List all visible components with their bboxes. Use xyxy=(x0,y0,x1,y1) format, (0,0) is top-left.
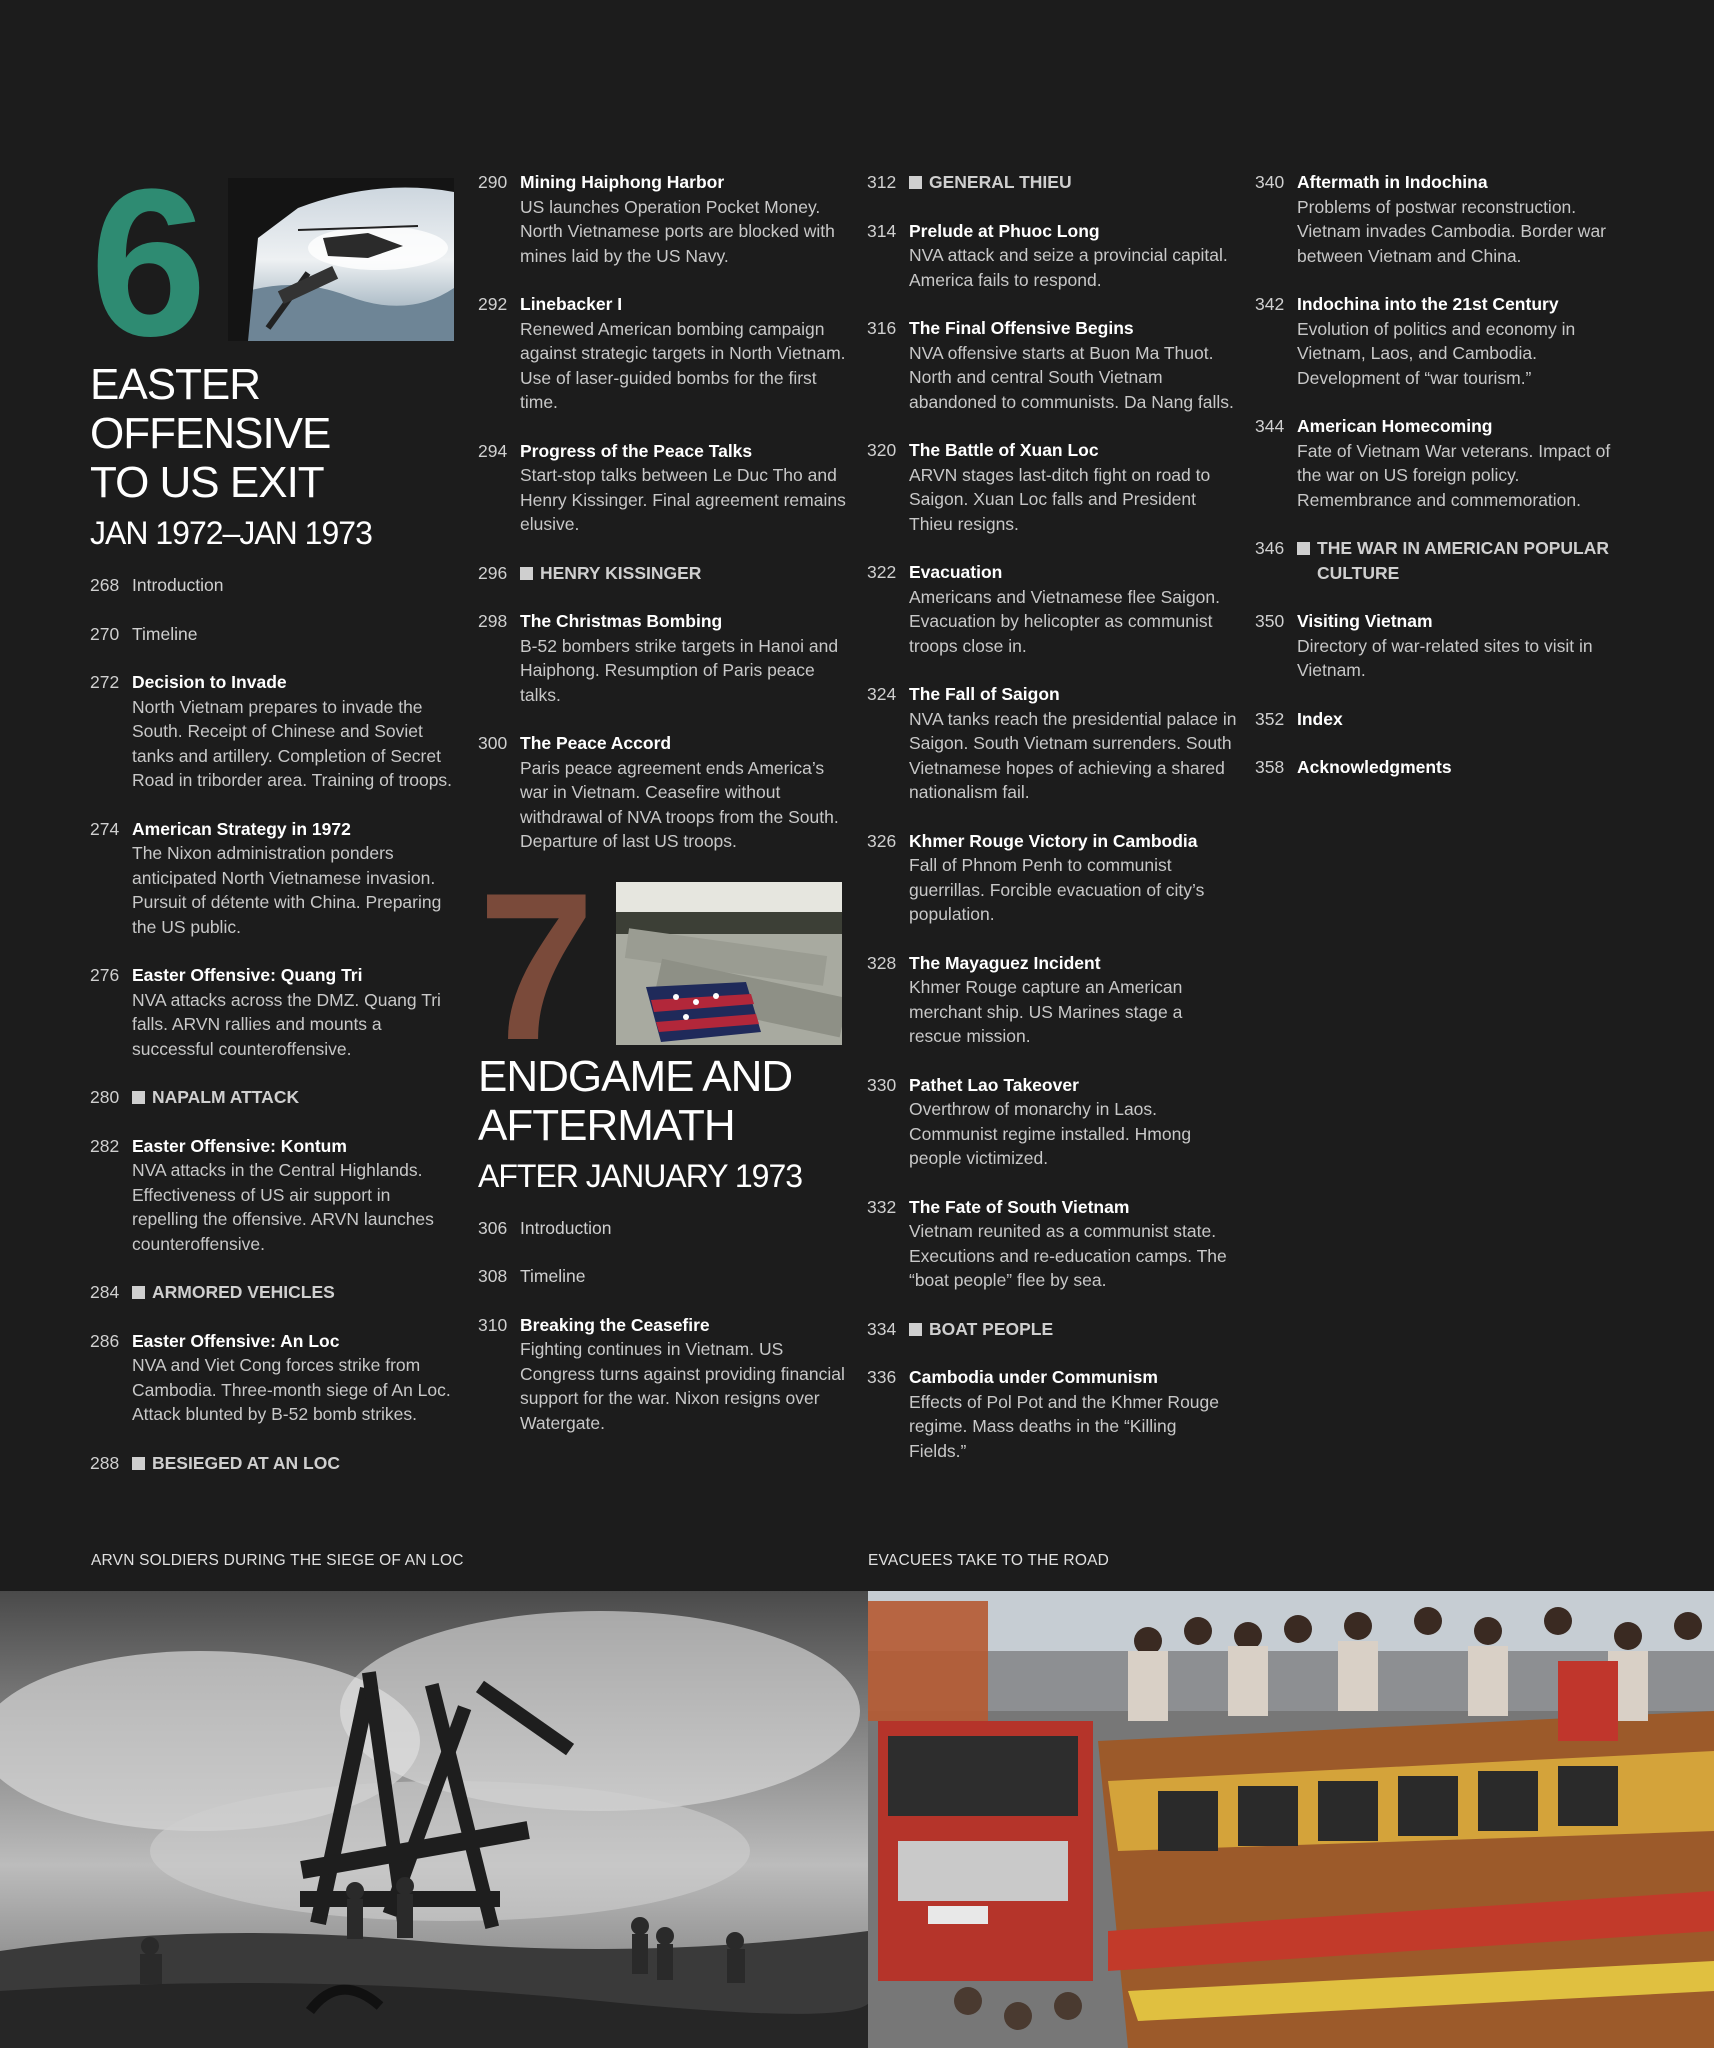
feature-title-text: BESIEGED AT AN LOC xyxy=(152,1452,340,1473)
entry-title: Evacuation xyxy=(909,562,1003,582)
feature-title-text: ARMORED VEHICLES xyxy=(152,1282,335,1302)
toc-entry[interactable] xyxy=(478,292,848,415)
page-number: 292 xyxy=(478,294,508,314)
square-bullet-icon xyxy=(909,1323,922,1336)
entry-title: Easter Offensive: An Loc xyxy=(132,1330,340,1351)
page-number: 328 xyxy=(867,952,897,973)
toc-entry[interactable] xyxy=(90,1280,460,1305)
entry-description: ARVN stages last-ditch fight on road to Saigon. Xuan Loc falls and President Thieu resigns. xyxy=(909,464,1211,534)
column-3 xyxy=(867,170,1237,1487)
toc-entry[interactable] xyxy=(867,1073,1237,1171)
page-number: 286 xyxy=(90,1330,120,1351)
entry-title: Khmer Rouge Victory in Cambodia xyxy=(909,830,1198,851)
entry-list xyxy=(478,1216,848,1436)
entry-description: Fate of Vietnam War veterans. Impact of the war on US foreign policy. Remembrance and commemoration. xyxy=(1297,440,1611,510)
toc-entry[interactable] xyxy=(1255,170,1625,268)
chapter-number: 6 xyxy=(90,145,199,380)
toc-entry[interactable] xyxy=(478,609,848,707)
toc-entry[interactable] xyxy=(867,438,1237,536)
column-2 xyxy=(478,170,848,1459)
feature-title-text: BOAT PEOPLE xyxy=(929,1318,1054,1339)
toc-entry[interactable] xyxy=(90,1134,460,1257)
toc-entry[interactable] xyxy=(1255,755,1625,780)
entry-title: Prelude at Phuoc Long xyxy=(909,220,1100,241)
title-line-2: AFTERMATH xyxy=(478,1100,735,1150)
page-number: 268 xyxy=(90,575,120,595)
toc-entry[interactable] xyxy=(478,1313,848,1436)
toc-entry[interactable] xyxy=(90,1451,460,1476)
entry-description: Effects of Pol Pot and the Khmer Rouge regime. Mass deaths in the “Killing Fields.” xyxy=(909,1391,1220,1461)
page-number: 312 xyxy=(867,172,897,192)
column-4 xyxy=(1255,170,1625,804)
entry-title: The Peace Accord xyxy=(520,733,672,753)
entry-description: North Vietnam prepares to invade the South. Receipt of Chinese and Soviet tanks and artillery. Completion of Secret Road in triborder area. Training of troops. xyxy=(132,696,453,790)
entry-description: B-52 bombers strike targets in Hanoi and Haiphong. Resumption of Paris peace talks. xyxy=(520,635,839,705)
entry-description: NVA attacks in the Central Highlands. Effectiveness of US air support in repelling the offensive. ARVN launches counteroffensive. xyxy=(132,1160,434,1254)
toc-entry[interactable] xyxy=(478,1216,848,1241)
page-number: 352 xyxy=(1255,708,1285,729)
page-number: 270 xyxy=(90,623,120,644)
toc-entry[interactable] xyxy=(867,170,1237,195)
entry-description: The Nixon administration ponders anticipated North Vietnamese invasion. Pursuit of détente with China. Preparing the US public. xyxy=(132,843,442,937)
entry-description: Fall of Phnom Penh to communist guerrillas. Forcible evacuation of city’s population. xyxy=(909,855,1205,924)
page-number: 290 xyxy=(478,172,508,192)
entry-title: The Christmas Bombing xyxy=(520,611,723,631)
entry-title: Timeline xyxy=(520,1266,586,1286)
entry-description: NVA tanks reach the presidential palace in Saigon. South Vietnam surrenders. South Vietnamese hopes of achieving a shared nationalism fail. xyxy=(909,708,1237,802)
entry-title: Progress of the Peace Talks xyxy=(520,440,753,461)
entry-title: Mining Haiphong Harbor xyxy=(520,172,725,192)
evacuees-bus-photo xyxy=(868,1591,1714,2048)
page-number: 300 xyxy=(478,733,508,753)
toc-entry[interactable] xyxy=(867,829,1237,927)
toc-entry[interactable] xyxy=(1255,707,1625,732)
chapter-6-dates: JAN 1972–JAN 1973 xyxy=(90,515,372,551)
square-bullet-icon xyxy=(132,1457,145,1470)
entry-title: Timeline xyxy=(132,623,198,644)
square-bullet-icon xyxy=(520,567,533,580)
feature-title xyxy=(909,170,1237,195)
entry-list xyxy=(478,170,848,854)
entry-title: Visiting Vietnam xyxy=(1297,611,1433,631)
entry-title: Acknowledgments xyxy=(1297,757,1452,777)
soldiers-ruins-photo xyxy=(0,1591,868,2048)
toc-entry[interactable] xyxy=(478,1264,848,1289)
entry-title: Easter Offensive: Quang Tri xyxy=(132,965,363,985)
entry-title: The Final Offensive Begins xyxy=(909,318,1134,338)
chapter-6-title xyxy=(90,360,460,507)
toc-entry[interactable] xyxy=(867,316,1237,414)
toc-entry[interactable] xyxy=(867,1195,1237,1293)
entry-title: The Fate of South Vietnam xyxy=(909,1196,1130,1217)
square-bullet-icon xyxy=(132,1091,145,1104)
column-1 xyxy=(90,145,460,1499)
entry-title: Aftermath in Indochina xyxy=(1297,172,1488,192)
feature-title xyxy=(132,1280,460,1305)
toc-entry[interactable] xyxy=(90,1085,460,1110)
toc-entry[interactable] xyxy=(1255,609,1625,683)
toc-entry[interactable] xyxy=(867,951,1237,1049)
feature-title-text: GENERAL THIEU xyxy=(929,172,1072,192)
entry-description: Overthrow of monarchy in Laos. Communist regime installed. Hmong people victimized. xyxy=(909,1099,1192,1168)
square-bullet-icon xyxy=(909,176,922,189)
chapter-6-header xyxy=(90,145,460,380)
chapter-7-dates: AFTER JANUARY 1973 xyxy=(478,1157,803,1194)
entry-description: Khmer Rouge capture an American merchant ship. US Marines stage a rescue mission. xyxy=(909,977,1183,1046)
toc-entry[interactable] xyxy=(1255,414,1625,512)
toc-entry[interactable] xyxy=(90,817,460,940)
toc-entry[interactable] xyxy=(867,560,1237,658)
entry-description: Paris peace agreement ends America’s war in Vietnam. Ceasefire without withdrawal of NVA troops from the South. Departure of last US troops. xyxy=(520,757,839,851)
page-number: 330 xyxy=(867,1074,897,1095)
entry-title: The Battle of Xuan Loc xyxy=(909,440,1099,460)
entry-title: Easter Offensive: Kontum xyxy=(132,1135,347,1156)
entry-title: Introduction xyxy=(132,575,224,595)
page-number: 274 xyxy=(90,818,120,839)
entry-title: The Fall of Saigon xyxy=(909,684,1060,704)
page-number: 326 xyxy=(867,830,897,851)
page-number: 310 xyxy=(478,1314,508,1335)
toc-entry[interactable] xyxy=(90,573,460,598)
page-number: 284 xyxy=(90,1282,120,1302)
toc-entry[interactable] xyxy=(867,1317,1237,1342)
entry-description: Vietnam reunited as a communist state. Executions and re-education camps. The “boat people” flee by sea. xyxy=(909,1221,1227,1290)
entry-description: US launches Operation Pocket Money. North Vietnamese ports are blocked with mines laid by the US Navy. xyxy=(520,196,835,266)
feature-title xyxy=(132,1451,460,1476)
toc-entry[interactable] xyxy=(1255,292,1625,390)
page-number: 358 xyxy=(1255,757,1285,777)
flag-draped-coffin-photo xyxy=(616,882,842,1045)
entry-list xyxy=(1255,170,1625,780)
page-number: 334 xyxy=(867,1318,897,1339)
page-number: 350 xyxy=(1255,611,1285,631)
title-line-2: TO US EXIT xyxy=(90,458,324,507)
page-number: 336 xyxy=(867,1367,897,1387)
feature-title-text: NAPALM ATTACK xyxy=(152,1087,300,1107)
entry-description: Americans and Vietnamese flee Saigon. Evacuation by helicopter as communist troops close in. xyxy=(909,586,1220,656)
feature-title xyxy=(132,1085,460,1110)
feature-title-text: HENRY KISSINGER xyxy=(540,562,702,583)
page-number: 282 xyxy=(90,1135,120,1156)
title-line-1: ENDGAME AND xyxy=(478,1051,793,1101)
square-bullet-icon xyxy=(1297,542,1310,555)
toc-entry[interactable] xyxy=(90,670,460,793)
page-number: 288 xyxy=(90,1452,120,1473)
toc-entry[interactable] xyxy=(478,561,848,586)
page-number: 306 xyxy=(478,1217,508,1238)
chapter-number: 7 xyxy=(478,848,587,1084)
entry-description: NVA attacks across the DMZ. Quang Tri falls. ARVN rallies and mounts a successful counteroffensive. xyxy=(132,989,441,1059)
entry-description: NVA attack and seize a provincial capital. America fails to respond. xyxy=(909,245,1228,290)
entry-title: Decision to Invade xyxy=(132,672,287,692)
toc-entry[interactable] xyxy=(867,219,1237,293)
entry-description: Start-stop talks between Le Duc Tho and Henry Kissinger. Final agreement remains elusive. xyxy=(520,465,846,534)
page-number: 296 xyxy=(478,562,508,583)
entry-title: Cambodia under Communism xyxy=(909,1367,1158,1387)
entry-title: Pathet Lao Takeover xyxy=(909,1074,1079,1095)
toc-entry[interactable] xyxy=(90,963,460,1061)
page-number: 324 xyxy=(867,684,897,704)
toc-entry[interactable] xyxy=(867,1365,1237,1463)
page-number: 308 xyxy=(478,1266,508,1286)
helicopter-photo xyxy=(228,178,454,341)
entry-description: Fighting continues in Vietnam. US Congress turns against providing financial support for the war. Nixon resigns over Watergate. xyxy=(520,1339,845,1433)
toc-entry[interactable] xyxy=(90,1329,460,1427)
page-number: 298 xyxy=(478,611,508,631)
entry-title: Linebacker I xyxy=(520,294,623,314)
page-number: 340 xyxy=(1255,172,1285,192)
entry-description: NVA offensive starts at Buon Ma Thuot. North and central South Vietnam abandoned to communists. Da Nang falls. xyxy=(909,342,1234,412)
page-number: 294 xyxy=(478,440,508,461)
page-number: 332 xyxy=(867,1196,897,1217)
entry-title: Breaking the Ceasefire xyxy=(520,1314,710,1335)
toc-entry[interactable] xyxy=(90,622,460,647)
page-number: 272 xyxy=(90,672,120,692)
toc-entry[interactable] xyxy=(867,682,1237,805)
entry-list xyxy=(90,573,460,1475)
page-number: 280 xyxy=(90,1087,120,1107)
entry-title: Index xyxy=(1297,708,1343,729)
entry-list xyxy=(867,170,1237,1463)
toc-entry[interactable] xyxy=(1255,536,1625,585)
entry-description: Evolution of politics and economy in Vietnam, Laos, and Cambodia. Development of “war tourism.” xyxy=(1297,318,1576,388)
page-number: 342 xyxy=(1255,294,1285,314)
page-number: 316 xyxy=(867,318,897,338)
caption-right: EVACUEES TAKE TO THE ROAD xyxy=(868,1552,1110,1569)
page-number: 314 xyxy=(867,220,897,241)
entry-description: Problems of postwar reconstruction. Vietnam invades Cambodia. Border war between Vietnam and China. xyxy=(1297,196,1607,266)
entry-title: Introduction xyxy=(520,1217,612,1238)
entry-description: NVA and Viet Cong forces strike from Cambodia. Three-month siege of An Loc. Attack blunted by B-52 bomb strikes. xyxy=(132,1355,451,1424)
page-number: 344 xyxy=(1255,416,1285,436)
toc-entry[interactable] xyxy=(478,439,848,537)
feature-title-text: THE WAR IN AMERICAN POPULAR CULTURE xyxy=(1317,538,1609,583)
feature-title xyxy=(520,561,848,586)
toc-entry[interactable] xyxy=(478,170,848,268)
feature-title xyxy=(909,1317,1237,1342)
page-number: 276 xyxy=(90,965,120,985)
entry-description: Renewed American bombing campaign against strategic targets in North Vietnam. Use of laser-guided bombs for the first time. xyxy=(520,318,846,412)
entry-title: American Strategy in 1972 xyxy=(132,818,351,839)
page-number: 320 xyxy=(867,440,897,460)
page-number: 322 xyxy=(867,562,897,582)
caption-left: ARVN SOLDIERS DURING THE SIEGE OF AN LOC xyxy=(91,1552,464,1569)
entry-title: The Mayaguez Incident xyxy=(909,952,1101,973)
feature-title xyxy=(1297,536,1625,585)
page-number: 346 xyxy=(1255,538,1285,558)
square-bullet-icon xyxy=(132,1286,145,1299)
toc-entry[interactable] xyxy=(478,731,848,854)
entry-title: Indochina into the 21st Century xyxy=(1297,294,1559,314)
entry-title: American Homecoming xyxy=(1297,416,1493,436)
title-line-1: EASTER OFFENSIVE xyxy=(90,360,331,458)
entry-description: Directory of war-related sites to visit in Vietnam. xyxy=(1297,635,1593,680)
